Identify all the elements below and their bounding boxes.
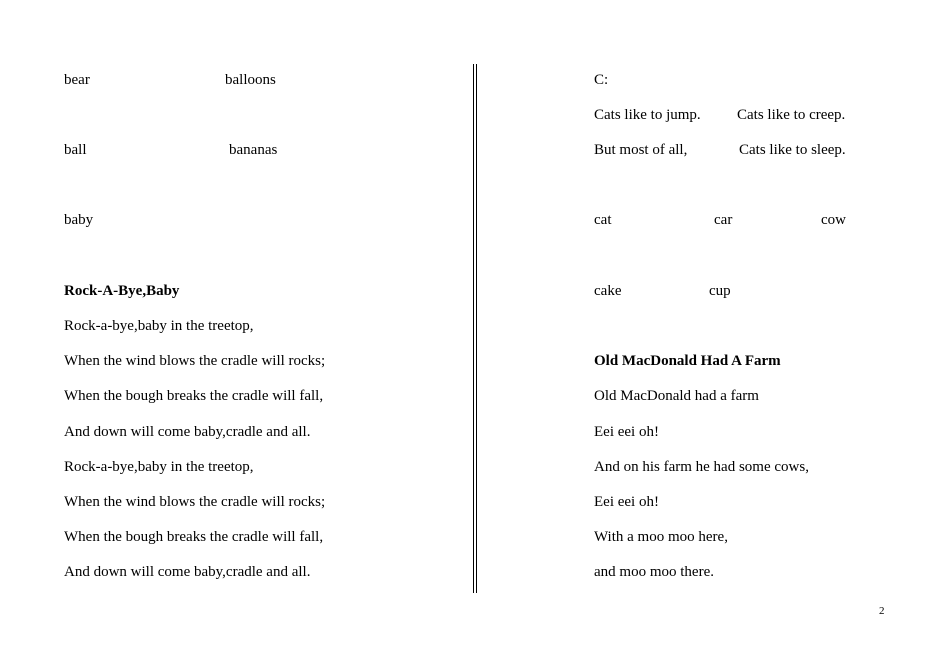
song-line: and moo moo there. (594, 564, 714, 580)
word-ball: ball (64, 142, 87, 158)
song-line: And on his farm he had some cows, (594, 459, 809, 475)
word-cake: cake (594, 283, 622, 299)
poem-line: And down will come baby,cradle and all. (64, 564, 311, 580)
poem-line: Rock-a-bye,baby in the treetop, (64, 459, 254, 475)
column-divider (473, 64, 477, 593)
letter-heading: C: (594, 72, 609, 88)
page-number: 2 (879, 605, 885, 617)
poem-title: Rock-A-Bye,Baby (64, 283, 180, 299)
song-line: Old MacDonald had a farm (594, 388, 759, 404)
rhyme-line: Cats like to sleep. (739, 142, 846, 158)
word-bananas: bananas (229, 142, 278, 158)
word-cow: cow (821, 212, 846, 228)
poem-line: And down will come baby,cradle and all. (64, 424, 311, 440)
word-cup: cup (709, 283, 731, 299)
song-line: Eei eei oh! (594, 494, 659, 510)
word-car: car (714, 212, 733, 228)
song-line: Eei eei oh! (594, 424, 659, 440)
poem-line: When the wind blows the cradle will rocks; (64, 353, 326, 369)
word-balloons: balloons (225, 72, 276, 88)
poem-line: When the wind blows the cradle will rocks; (64, 494, 326, 510)
poem-line: Rock-a-bye,baby in the treetop, (64, 318, 254, 334)
rhyme-line: Cats like to jump. (594, 107, 701, 123)
rhyme-line: But most of all, (594, 142, 688, 158)
word-cat: cat (594, 212, 612, 228)
song-line: With a moo moo here, (594, 529, 728, 545)
song-title: Old MacDonald Had A Farm (594, 353, 781, 369)
poem-line: When the bough breaks the cradle will fall, (64, 529, 324, 545)
word-baby: baby (64, 212, 94, 228)
word-bear: bear (64, 72, 90, 88)
rhyme-line: Cats like to creep. (737, 107, 846, 123)
poem-line: When the bough breaks the cradle will fall, (64, 388, 324, 404)
